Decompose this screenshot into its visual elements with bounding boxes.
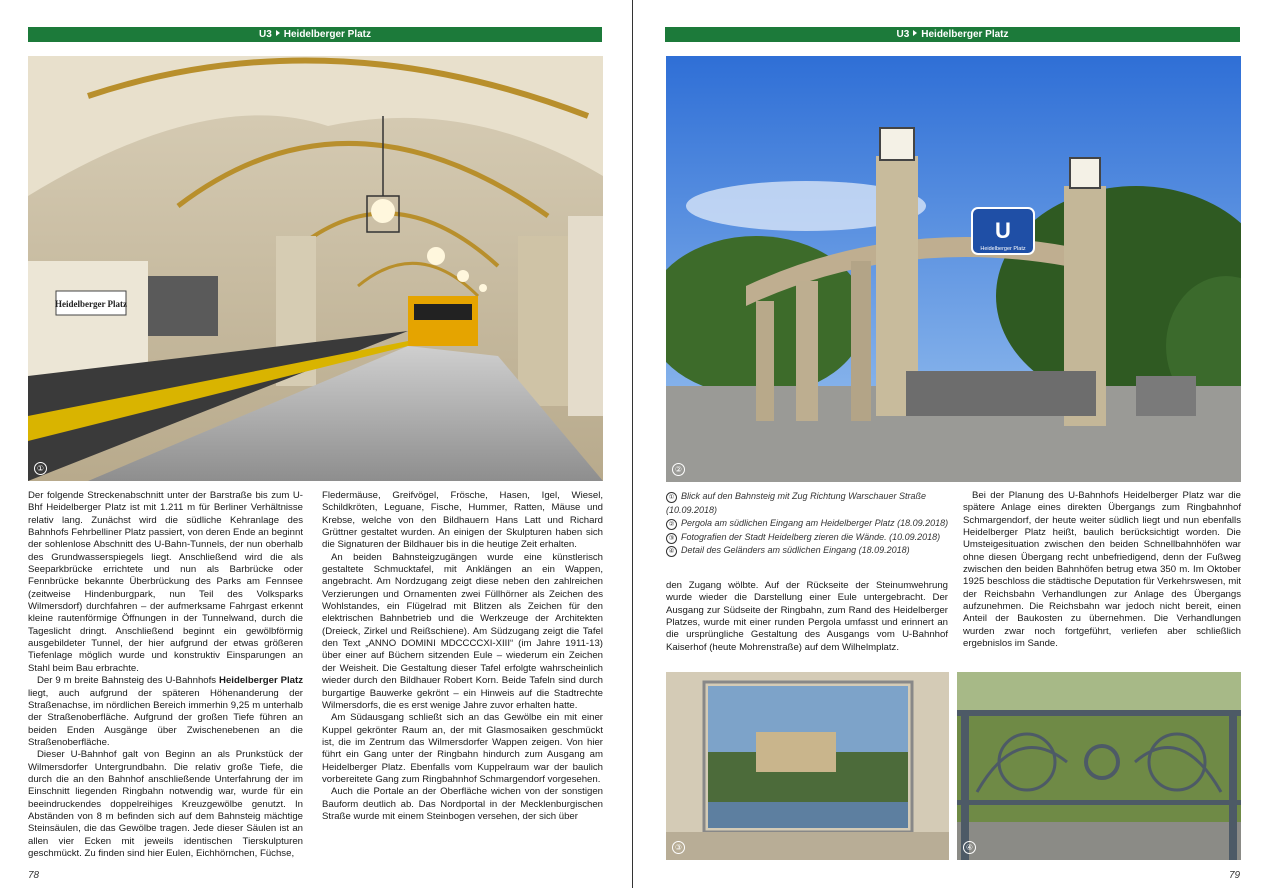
text-column-1 (28, 490, 303, 860)
photo-pergola (666, 56, 1241, 482)
header-station: Heidelberger Platz (283, 29, 372, 40)
paragraph: Der folgende Streckenabschnitt unter der Barstraße bis zum U-Bhf Heidelberger Platz ist mit 1.211 m für Berliner Verhältnisse relativ lang. Zunächst wird die südliche Kehranlage des Bahnhofs Fehrbelliner Platz passiert, von deren Ende an beginnt der sohlenlose Abschnitt des U-Bahn-Tunnels, der nun oberhalb des Grundwasserspiegels liegt. Anschließend wird die als Seeparkbrücke errichtete und nun als Barbrücke oder Fennbrücke bekannte Überbrückung des Parks am Fennsee (zeitweise Hindenburgpark, nun Teil des Volksparks Wilmersdorf) durchfahren – der aufmerksame Fahrgast erkennt kleine rautenförmige Öffnungen in der Tunnelwand, durch die Tageslicht dringt. Anschließend beginnt ein gewölbförmig ausgebildeter Tunnel, der hier aufgrund der etwas größeren Tiefenlage möglich wurde und konstruktiv Einsparungen an Stahl beim Bau erbrachte. (28, 490, 303, 674)
running-header-left (28, 27, 602, 42)
station-sign-text: Heidelberger Platz (54, 299, 128, 309)
wall-photo-illustration (666, 672, 949, 860)
paragraph: Bei der Planung des U-Bahnhofs Heidelberger Platz war die spätere Anlage eines direkten Übergangs zum Ringbahnhof Schmargendorf, der heute weiter südlich liegt und nun ebenfalls Heidelberger Platz heißt, baulich berücksichtigt worden. Die Umsteigesituation zwischen den beiden Schnellbahnhöfen war ohne diesen Übergang recht unbefriedigend, denn der Fußweg zwischen den beiden Bahnhöfen betrug etwa 350 m. Im Oktober 1925 beschloss die städtische Deputation für Verkehrswesen, mit der Reichsbahn Verhandlungen zur Anlage des Übergangs aufzunehmen. Die Reichsbahn war jedoch nicht bereit, einen Anteil der Baukosten zu übernehmen. Die Verhandlungen wurden zwar noch fortgeführt, verliefen aber schließlich ergebnislos im Sande. (963, 490, 1241, 650)
header-station: Heidelberger Platz (921, 29, 1009, 40)
photo-number-2: ② (672, 463, 685, 476)
photo-railing-detail (957, 672, 1241, 860)
text-column-4 (963, 490, 1241, 650)
header-arrow-icon (276, 30, 280, 36)
text-column-3 (666, 580, 948, 654)
caption-3: ③ Fotografien der Stadt Heidelberg zieren die Wände. (10.09.2018) (666, 531, 956, 545)
text-column-2 (322, 490, 603, 823)
paragraph: Am Südausgang schließt sich an das Gewölbe ein mit einer Kuppel gekrönter Raum an, der mit Glasmosaiken geschmückt ist, die im Zentrum das Wilmersdorfer Wappen zeigen. Von hier führt ein Gang unter der Ringbahn hindurch zum Ausgang am Heidelberger Platz. Ebenfalls vom Kuppelraum war der baulich vorbereitete Gang zum Ringbahnhof Schmargendorf vorgesehen. (322, 712, 603, 785)
pergola-illustration (666, 56, 1241, 482)
running-header-right (665, 27, 1240, 42)
railing-illustration (957, 672, 1241, 860)
photo-number-1: ① (34, 462, 47, 475)
paragraph: An beiden Bahnsteigzugängen wurde eine künstlerisch gestaltete Schmucktafel, mit Anklängen an ein Wappen, angebracht. Am Nordzugang zeigt diese neben den zahlreichen Verzierungen und Ornamenten zwei Füllhörner als Zeichen des Wohlstandes, ein Flügelrad mit Blitzen als Zeichen für den elektrischen Bahnbetrieb und die Werkzeuge der Architekten (Dreieck, Zirkel und Reißschiene). Am Südzugang zeigt die Tafel den Text „ANNO DOMINI MDCCCCXI-XIII“ (im Jahre 1911-13) über einer auf Büchern sitzenden Eule – wiederum ein Zeichen der Weisheit. Die Gestaltung dieser Tafel erfolgte wahrscheinlich wieder durch den Bildhauer Robert Korn. Beide Tafeln sind durch burgartige Bauwerke gekrönt – ein Hinweis auf die Stadtrechte Wilmersdorfs, die es erst wenige Jahre zuvor erhalten hatte. (322, 551, 603, 711)
caption-4: ④ Detail des Geländers am südlichen Eingang (18.09.2018) (666, 544, 956, 558)
u-bahn-sign-letter: U (995, 218, 1011, 243)
caption-2: ② Pergola am südlichen Eingang am Heidelberger Platz (18.09.2018) (666, 517, 956, 531)
station-name-bold: Heidelberger Platz (219, 675, 303, 687)
photo-number-4: ④ (963, 841, 976, 854)
photo-platform (28, 56, 603, 481)
header-arrow-icon (913, 30, 917, 36)
header-line: U3 (896, 29, 910, 40)
platform-illustration (28, 56, 603, 481)
header-line: U3 (258, 29, 272, 40)
page-number-right: 79 (1229, 870, 1241, 881)
paragraph: Fledermäuse, Greifvögel, Frösche, Hasen, Igel, Wiesel, Schildkröten, Leguane, Fische, Hummer, Ratten, Mäuse und Krebse, welche von den Bildhauern Hans Latt und Richard Grüttner gestaltet wurden. An einigen der Skulpturen haben sich die Signaturen der Bildhauer bis in die heutige Zeit erhalten. (322, 490, 603, 551)
photo-number-3: ③ (672, 841, 685, 854)
paragraph: Auch die Portale an der Oberfläche wichen von der sonstigen Bauform deutlich ab. Das Nordportal in der Mecklenburgischen Straße wurde mit einem Steinbogen versehen, der sich über (322, 786, 603, 822)
paragraph: Dieser U-Bahnhof galt von Beginn an als Prunkstück der Wilmersdorfer Untergrundbahn. Die relativ große Tiefe, die durch die an den Bahnhof anschließende Unterfahrung der im Einschnitt liegenden Ringbahn notwendig war, wurde für ein beeindruckendes doppelreihiges Kreuzgewölbe genutzt. In Abständen von 8 m befinden sich auf dem Bahnsteig mächtige Steinsäulen, die das Gewölbe tragen. Jede dieser Säulen ist an allen vier Ecken mit jeweils identischen Tierskulpturen geschmückt. Zu finden sind hier Eulen, Eichhörnchen, Füchse, (28, 749, 303, 859)
photo-captions (666, 490, 956, 558)
photo-wall-photographs (666, 672, 949, 860)
paragraph: den Zugang wölbte. Auf der Rückseite der Steinumwehrung wurde wieder die Darstellung einer Eule untergebracht. Der Ausgang zur Südseite der Ringbahn, zum Rand des Heidelberger Platzes, wurde mit einer runden Pergola umfasst und erinnert an die ursprüngliche Gestaltung des Ausgangs vom U-Bahnhof Kaiserhof (heute Mohrenstraße) auf dem Wilhelmplatz. (666, 580, 948, 653)
caption-1: ① Blick auf den Bahnsteig mit Zug Richtung Warschauer Straße (10.09.2018) (666, 491, 926, 515)
right-page (633, 0, 1264, 888)
paragraph: Der 9 m breite Bahnsteig des U-Bahnhofs Heidelberger Platz liegt, auch aufgrund der späteren Höhenanderung der Straßenachse, im nördlichen Bereich immerhin 9,25 m unterhalb der Straßenoberfläche. Aufgrund der großen Tiefe führen an beiden Enden Ausgänge über Zwischenebenen an die Straßenoberfläche. (28, 675, 303, 748)
page-number-left: 78 (28, 870, 40, 881)
u-bahn-sign-text: Heidelberger Platz (980, 246, 1026, 252)
